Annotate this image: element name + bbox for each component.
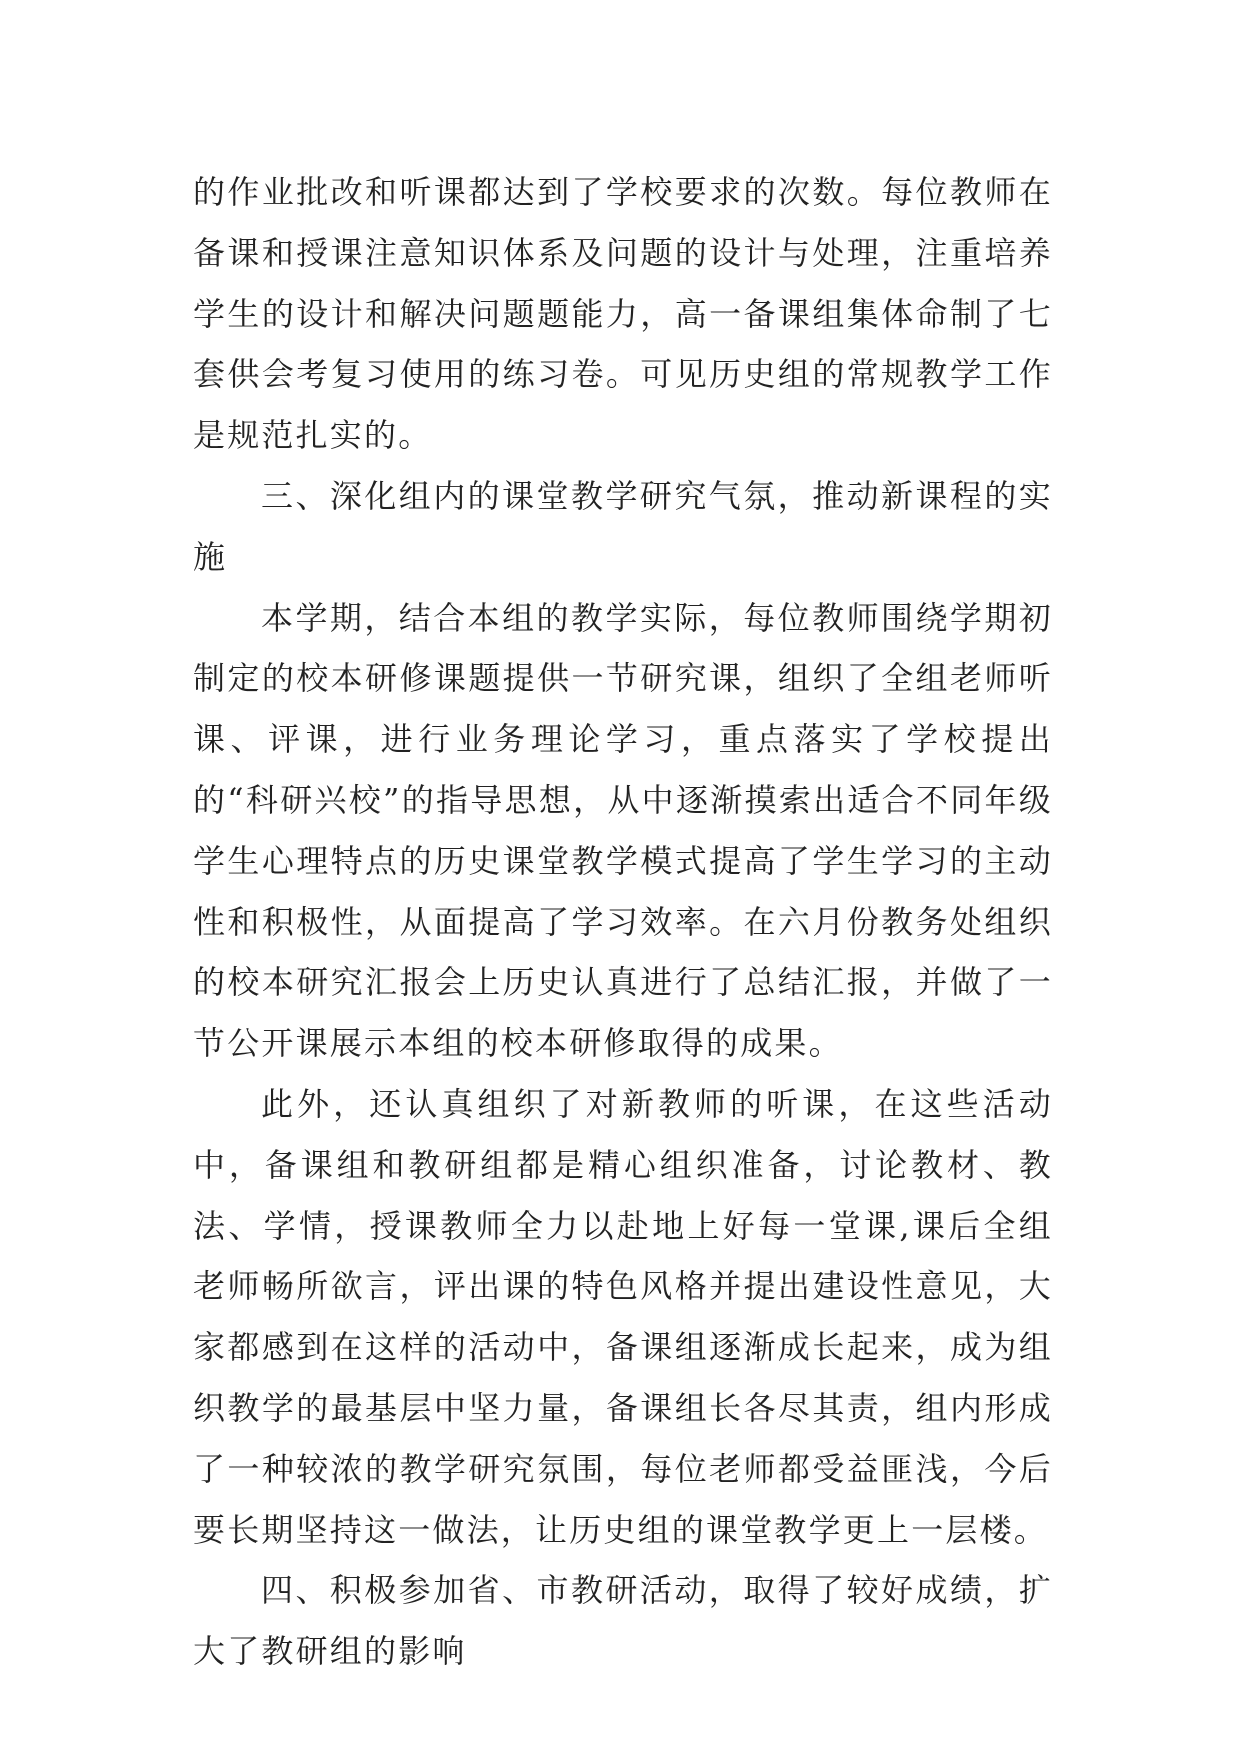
section-heading-3: 三、深化组内的课堂教学研究气氛，推动新课程的实施 bbox=[193, 476, 1053, 576]
section-heading-4: 四、积极参加省、市教研活动，取得了较好成绩，扩大了教研组的影响 bbox=[193, 1571, 1053, 1671]
paragraph-new-teachers: 此外，还认真组织了对新教师的听课，在这些活动中，备课组和教研组都是精心组织准备，讨论教材、教法、学情，授课教师全力以赴地上好每一堂课,课后全组老师畅所欲言，评出课的特色风格并提出建设性意见，大家都感到在这样的活动中，备课组逐渐成长起来，成为组织教学的最基层中坚力量，备课组长各尽其责，组内形成了一种较浓的教学研究氛围，每位老师都受益匪浅，今后要长期坚持这一做法，让历史组的课堂教学更上一层楼。 bbox=[193, 1084, 1053, 1549]
paragraph-research: 本学期，结合本组的教学实际，每位教师围绕学期初制定的校本研修课题提供一节研究课，组织了全组老师听课、评课，进行业务理论学习，重点落实了学校提出的“科研兴校”的指导思想，从中逐渐摸索出适合不同年级学生心理特点的历史课堂教学模式提高了学生学习的主动性和积极性，从面提高了学习效率。在六月份教务处组织的校本研究汇报会上历史认真进行了总结汇报，并做了一节公开课展示本组的校本研修取得的成果。 bbox=[193, 598, 1053, 1063]
paragraph-continuation: 的作业批改和听课都达到了学校要求的次数。每位教师在备课和授课注意知识体系及问题的设计与处理，注重培养学生的设计和解决问题题能力，高一备课组集体命制了七套供会考复习使用的练习卷。可见历史组的常规教学工作是规范扎实的。 bbox=[193, 173, 1053, 455]
document-body bbox=[193, 162, 1053, 1682]
